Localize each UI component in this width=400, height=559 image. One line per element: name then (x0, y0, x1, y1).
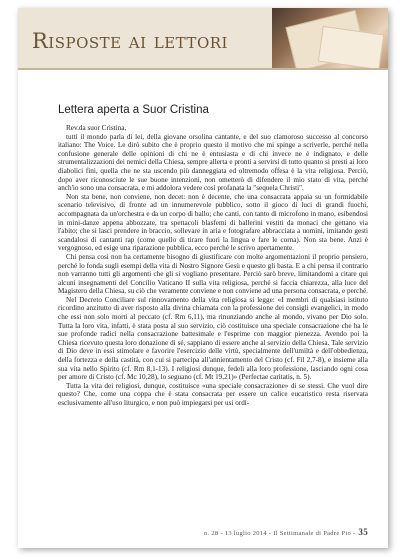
paragraph: Rev.da suor Cristina, (66, 124, 127, 132)
magazine-page (18, 8, 388, 548)
paragraph: Non sta bene, non conviene, non decet: non è decente, che una consacrata appaia su un formidabile scenario televisivo, di fronte ad un innumerevole pubblico, sotto il gioco di luci di grandi fuochi, accompagnata da un'orchestra e da un corpo di ballo; che canti, con tanto di microfono in mano, esibendosi in mini-danze appena abbozzate, tra spettacoli blasfemi di ballerini vestiti da monaci che gettano via l'abito; che si lasci prendere in braccio, sollevare in aria e fotografare abbracciata a uomini, imitando gesti scandalosi di cantanti rap (come quello di tirare fuori la lingua e fare le corna). Non sta bene. Anzi è vergognoso, ed esige una riparazione pubblica, ecco perché le scrivo apertamente. (58, 192, 368, 253)
paragraph: tutti il mondo parla di lei, della giovane orsolina cantante, e del suo clamoroso successo al concorso italiano: The Voice. Le dirò subito che è proprio questo il motivo che mi spinge a scriverle, perché nella confusione generale delle opinioni di chi ne è entusiasta e di chi invece ne è indignato, e delle strumentalizzazioni dei nemici della Chiesa, sempre allerta e pronti a servirsi di tutto quanto si presti ai loro diabolici fini, quella che ne sta uscendo più danneggiata ed oltremodo offesa è la vita religiosa. Perciò, dopo aver riconosciute le sue buone intenzioni, non ometterò di difendere il mio stato di vita, perché anch'io sono una consacrata, e mi addolora vedere così profanata la "sequela Christi". (58, 132, 368, 193)
page-footer (204, 527, 368, 537)
article-body (58, 124, 368, 408)
section-header (18, 8, 388, 68)
header-divider (18, 68, 388, 70)
article-title: Lettera aperta a Suor Cristina (58, 104, 209, 116)
paragraph: Tutta la vita dei religiosi, dunque, costituisce «una speciale consacrazione» di se stessi. Che vuol dire questo? Che, come una coppa che è stata consacrata per essere un calice eucaristico resta riservata esclusivamente all'uso liturgico, e non può impiegarsi per usi ordi- (58, 381, 368, 407)
paragraph: Nel Decreto Conciliare sul rinnovamento della vita religiosa si legge: «I membri di qualsiasi istituto ricordino anzitutto di aver risposto alla divina chiamata con la professione dei consigli evangelici, in modo che essi non solo morti al peccato (cf. Rm 6,11), ma rinunziando anche al mondo, vivano per Dio solo. Tutta la loro vita, infatti, è stata posta al suo servizio, ciò costituisce una speciale consacrazione che ha le sue profonde radici nella consacrazione battesimale e l'esprime con maggior pienezza. Avendo poi la Chiesa ricevuto questa loro donazione di sé, sappiano di essere anche al servizio della Chiesa. Tale servizio di Dio deve in essi stimolare e favorire l'esercizio delle virtù, specialmente dell'umiltà e dell'obbedienza, della fortezza e della castità, con cui si partecipa all'annientamento del Cristo (cf. Fil 2,7-8), e insieme alla sua vita nello Spirito (cf. Rm 8,1-13). I religiosi dunque, fedeli alla loro professione, lasciando ogni cosa per amore di Cristo (cf. Mc 10,28), lo seguano (cf. Mt 19,21)» (Perfectae caritatis, n. 5). (58, 295, 368, 382)
footer-text: n. 28 - 13 luglio 2014 - Il Settimanale di Padre Pio - (203, 530, 356, 537)
letters-photo (272, 8, 388, 68)
page-number: 35 (358, 527, 368, 537)
section-title: Risposte ai lettori (32, 29, 228, 53)
paragraph: Chi pensa così non ha certamente bisogno di giustificare con molte argomentazioni il proprio pensiero, perché lo fonda sugli esempi della vita di Nostro Signore Gesù e questo gli basta. E a chi pensa il contrario non varranno tutti gli argomenti che gli si vogliano presentare. Perciò sarò breve, limitandomi a citare qui alcuni insegnamenti del Concilio Vaticano II sulla vita religiosa, perché si faccia chiarezza, alla luce del Magistero della Chiesa, su ciò che veramente conviene e non conviene ad una persona consacrata, e perché. (58, 252, 368, 296)
letter-paper-image (318, 26, 384, 68)
